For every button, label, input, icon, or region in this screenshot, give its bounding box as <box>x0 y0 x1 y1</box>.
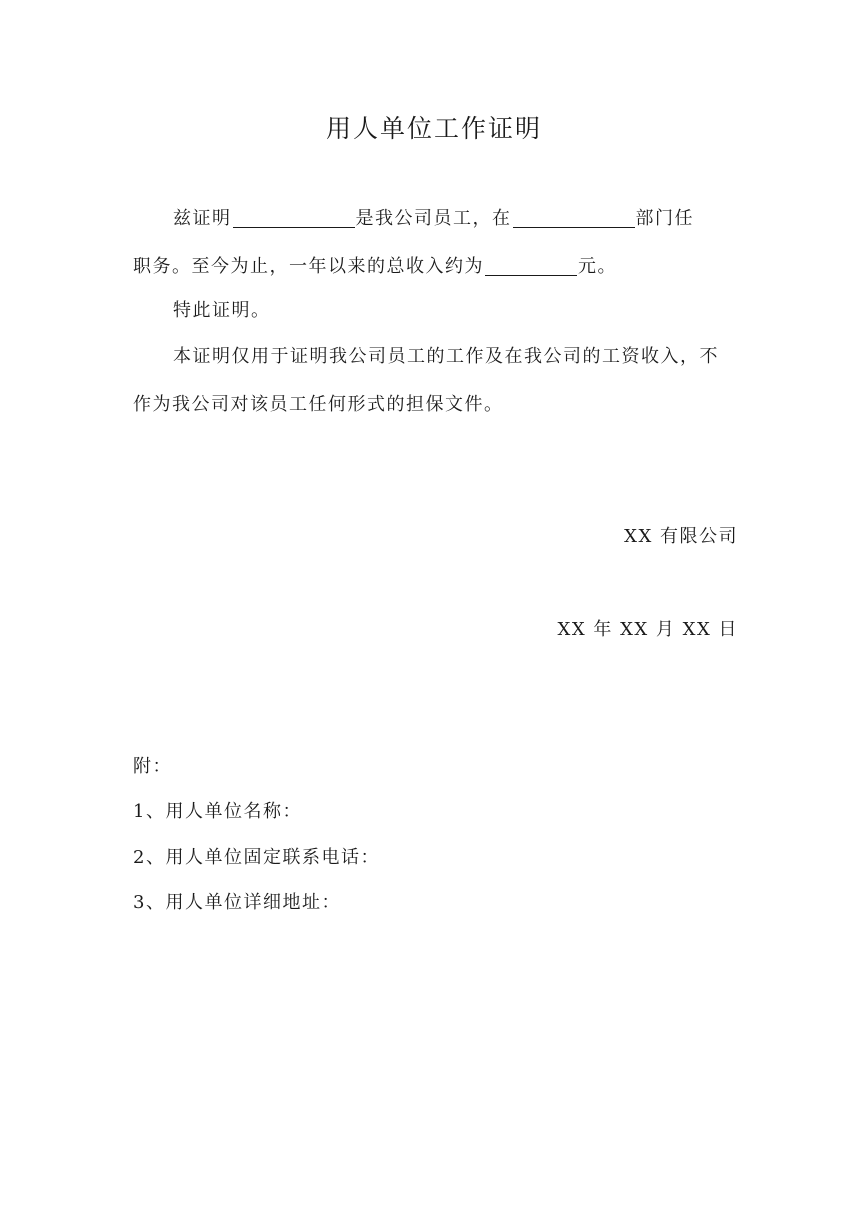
appendix-heading: 附： <box>133 756 172 777</box>
income-statement: 职务。至今为止，一年以来的总收入约为 <box>133 256 484 277</box>
employee-statement: 是我公司员工，在 <box>355 208 512 229</box>
signature-date: XX 年 XX 月 XX 日 <box>557 619 738 640</box>
paragraph-3-line-1: 本证明仅用于证明我公司员工的工作及在我公司的工资收入，不 <box>173 346 719 367</box>
certify-prefix: 兹证明 <box>173 208 232 229</box>
document-title: 用人单位工作证明 <box>325 114 542 143</box>
appendix-item-company-name: 1、用人单位名称： <box>133 801 302 822</box>
appendix-item-phone: 2、用人单位固定联系电话： <box>133 847 380 868</box>
department-blank[interactable] <box>513 209 635 228</box>
paragraph-1-line-2 <box>133 254 743 280</box>
paragraph-3-line-2: 作为我公司对该员工任何形式的担保文件。 <box>133 394 504 415</box>
employee-name-blank[interactable] <box>233 209 355 228</box>
appendix-item-address: 3、用人单位详细地址： <box>133 892 341 913</box>
paragraph-1-line-1 <box>173 206 783 232</box>
paragraph-2: 特此证明。 <box>173 300 271 321</box>
department-suffix: 部门任 <box>635 208 694 229</box>
company-signature: XX 有限公司 <box>624 526 738 547</box>
income-blank[interactable] <box>485 257 577 276</box>
currency-suffix: 元。 <box>578 256 617 277</box>
